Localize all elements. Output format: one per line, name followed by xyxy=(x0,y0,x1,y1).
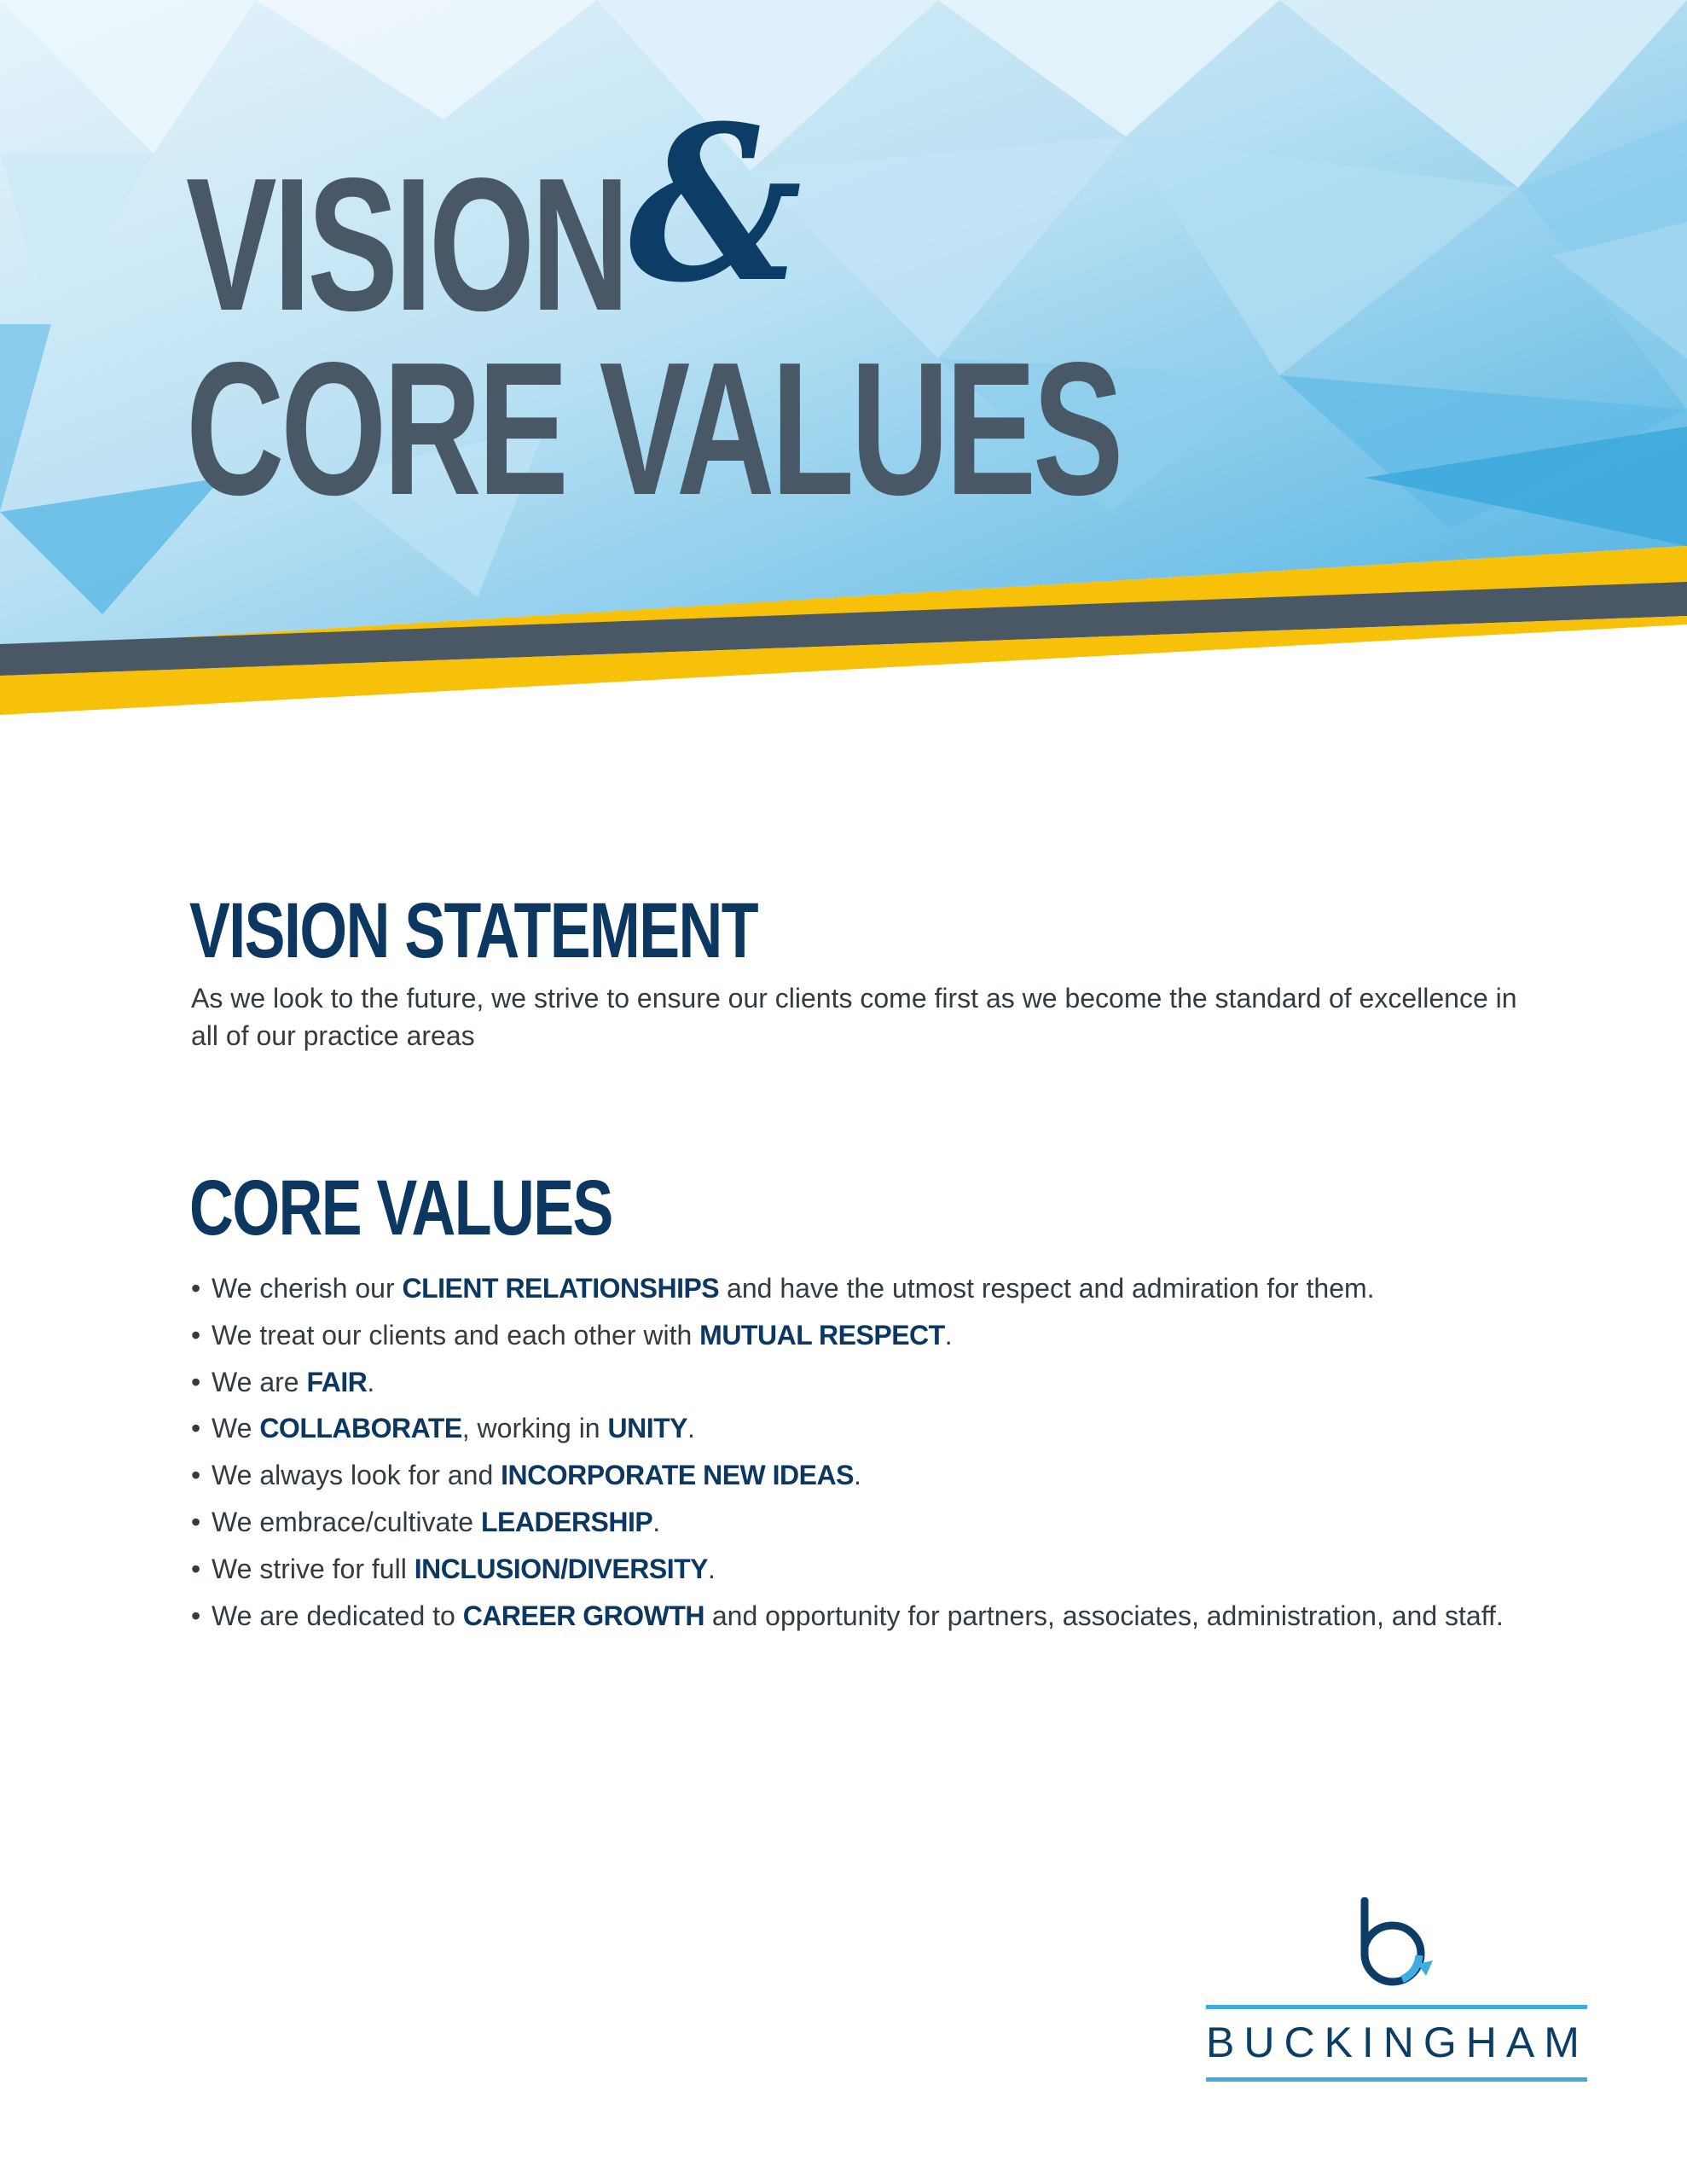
header-banner xyxy=(0,0,1687,734)
core-values-heading: CORE VALUES xyxy=(189,1165,612,1252)
bullet-icon: • xyxy=(191,1600,201,1631)
vision-statement-heading: VISION STATEMENT xyxy=(189,887,758,974)
list-item: • We treat our clients and each other with MUTUAL RESPECT. xyxy=(191,1312,1641,1359)
vision-statement-body: As we look to the future, we strive to ensure our clients come first as we become the standard of excellence in all of our practice areas xyxy=(191,983,1517,1051)
bullet-icon: • xyxy=(191,1553,201,1584)
list-item: • We are FAIR. xyxy=(191,1359,1641,1406)
title-ampersand: & xyxy=(628,78,802,329)
list-item: • We are dedicated to CAREER GROWTH and opportunity for partners, associates, administration, and staff. xyxy=(191,1593,1641,1640)
title-core-values: CORE VALUES xyxy=(186,323,1121,535)
list-item: • We always look for and INCORPORATE NEW IDEAS. xyxy=(191,1452,1641,1499)
list-item: • We cherish our CLIENT RELATIONSHIPS and have the utmost respect and admiration for them. xyxy=(191,1265,1641,1312)
core-values-list xyxy=(191,1265,1641,1639)
list-item: • We COLLABORATE, working in UNITY. xyxy=(191,1405,1641,1452)
bullet-icon: • xyxy=(191,1319,201,1350)
bullet-icon: • xyxy=(191,1366,201,1397)
title-vision: VISION xyxy=(186,139,626,351)
page-title xyxy=(186,78,1121,535)
buckingham-logo xyxy=(1206,1897,1590,2085)
logo-top-rule xyxy=(1206,2005,1587,2009)
bullet-icon: • xyxy=(191,1460,201,1491)
bullet-icon: • xyxy=(191,1273,201,1304)
b-logo-icon xyxy=(1351,1897,1445,1995)
list-item: • We embrace/cultivate LEADERSHIP. xyxy=(191,1499,1641,1546)
list-item: • We strive for full INCLUSION/DIVERSITY. xyxy=(191,1546,1641,1593)
logo-bottom-rule xyxy=(1206,2077,1587,2082)
bullet-icon: • xyxy=(191,1413,201,1444)
logo-wordmark: BUCKINGHAM xyxy=(1206,2018,1589,2066)
bullet-icon: • xyxy=(191,1506,201,1537)
